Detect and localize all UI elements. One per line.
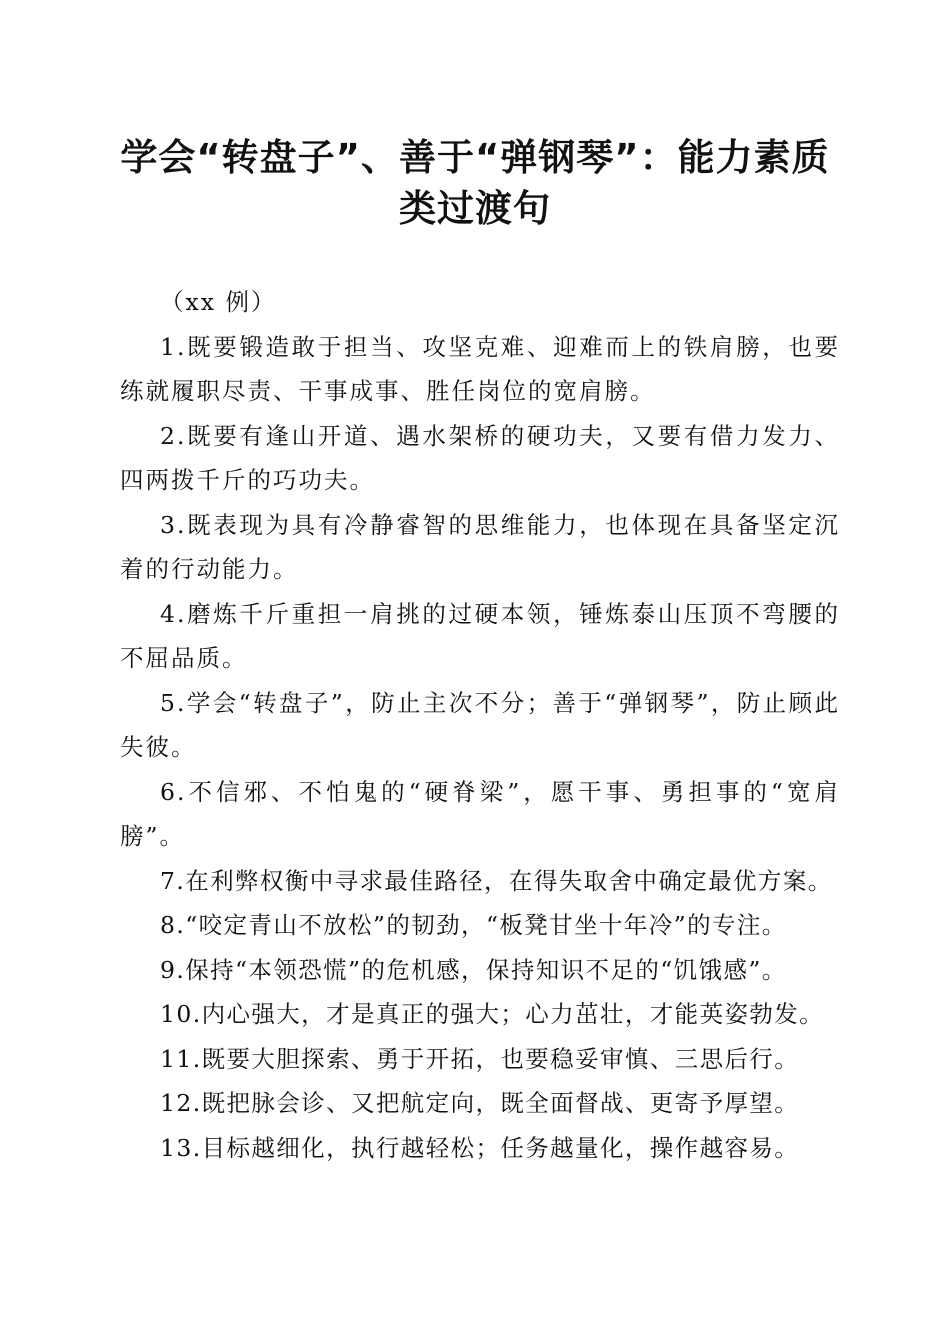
title-line-1: 学会“转盘子”、善于“弹钢琴”：能力素质 bbox=[120, 136, 830, 179]
intro-note: （xx 例） bbox=[160, 288, 277, 316]
title-line-2: 类过渡句 bbox=[399, 187, 551, 230]
list-item: 4.磨炼千斤重担一肩挑的过硬本领，锤炼泰山压顶不弯腰的不屈品质。 bbox=[120, 599, 840, 672]
list-item: 6.不信邪、不怕鬼的“硬脊梁”，愿干事、勇担事的“宽肩膀”。 bbox=[120, 777, 840, 850]
list-item: 11.既要大胆探索、勇于开拓，也要稳妥审慎、三思后行。 bbox=[160, 1044, 800, 1073]
list-item: 10.内心强大，才是真正的强大；心力茁壮，才能英姿勃发。 bbox=[160, 1000, 825, 1028]
list-item: 1.既要锻造敢于担当、攻坚克难、迎难而上的铁肩膀，也要练就履职尽责、干事成事、胜任岗位的宽肩膀。 bbox=[120, 332, 840, 405]
list-item: 2.既要有逢山开道、遇水架桥的硬功夫，又要有借力发力、四两拨千斤的巧功夫。 bbox=[120, 421, 840, 494]
page-title bbox=[112, 132, 838, 234]
list-item: 3.既表现为具有冷静睿智的思维能力，也体现在具备坚定沉着的行动能力。 bbox=[120, 510, 840, 583]
list-item: 7.在利弊权衡中寻求最佳路径，在得失取舍中确定最优方案。 bbox=[160, 866, 833, 895]
list-item: 12.既把脉会诊、又把航定向，既全面督战、更寄予厚望。 bbox=[160, 1089, 800, 1117]
list-item: 8.“咬定青山不放松”的韧劲，“板凳甘坐十年冷”的专注。 bbox=[160, 911, 787, 939]
list-item: 9.保持“本领恐慌”的危机感，保持知识不足的“饥饿感”。 bbox=[160, 955, 787, 984]
list-item: 13.目标越细化，执行越轻松；任务越量化，操作越容易。 bbox=[160, 1133, 800, 1162]
document-body bbox=[120, 280, 840, 1170]
list-item: 5.学会“转盘子”，防止主次不分；善于“弹钢琴”，防止顾此失彼。 bbox=[120, 688, 840, 761]
